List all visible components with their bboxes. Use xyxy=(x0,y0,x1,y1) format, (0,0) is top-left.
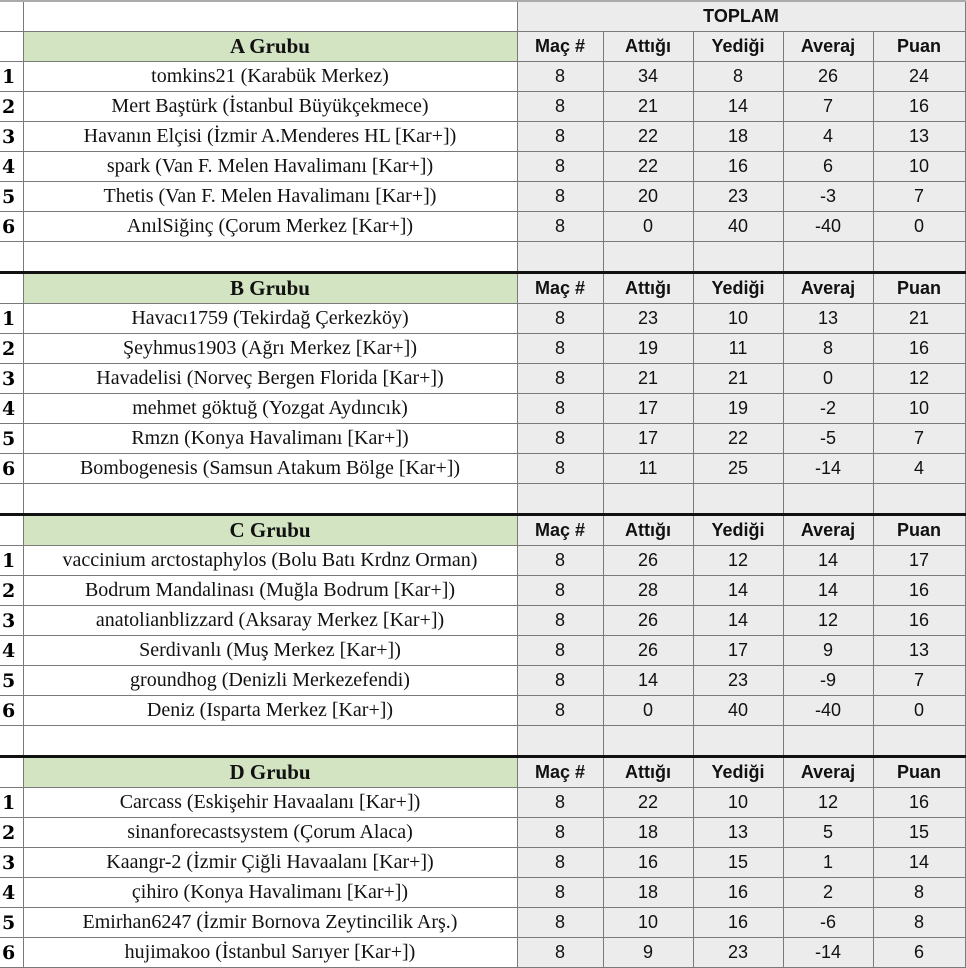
stat-cell: 2 xyxy=(783,878,873,908)
spacer-row xyxy=(0,726,965,757)
rank-number: 4 xyxy=(0,394,23,424)
stat-cell: 21 xyxy=(693,364,783,394)
rank-number: 5 xyxy=(0,424,23,454)
stat-cell: 10 xyxy=(603,908,693,938)
column-header: Maç # xyxy=(517,515,603,546)
stat-cell: 6 xyxy=(873,938,965,968)
table-row xyxy=(0,424,965,454)
stat-cell: 10 xyxy=(693,304,783,334)
stat-cell: 22 xyxy=(603,122,693,152)
rank-number: 4 xyxy=(0,636,23,666)
stat-cell: -40 xyxy=(783,212,873,242)
stat-cell: 22 xyxy=(603,152,693,182)
table-row xyxy=(0,576,965,606)
stat-cell: 40 xyxy=(693,696,783,726)
team-name: Deniz (Isparta Merkez [Kar+]) xyxy=(23,696,517,726)
stat-cell: 23 xyxy=(693,182,783,212)
stat-cell: 8 xyxy=(517,62,603,92)
stat-cell: 18 xyxy=(603,878,693,908)
table-row xyxy=(0,364,965,394)
rank-number: 5 xyxy=(0,666,23,696)
group-header-row xyxy=(0,515,965,546)
team-name: sinanforecastsystem (Çorum Alaca) xyxy=(23,818,517,848)
stat-cell: 23 xyxy=(603,304,693,334)
rank-number: 5 xyxy=(0,182,23,212)
stat-cell: 8 xyxy=(693,62,783,92)
stat-cell: -9 xyxy=(783,666,873,696)
table-row xyxy=(0,152,965,182)
stat-cell: -2 xyxy=(783,394,873,424)
rank-number: 1 xyxy=(0,62,23,92)
column-header: Yediği xyxy=(693,515,783,546)
team-name: Mert Baştürk (İstanbul Büyükçekmece) xyxy=(23,92,517,122)
table-row xyxy=(0,212,965,242)
team-name: AnılSiğinç (Çorum Merkez [Kar+]) xyxy=(23,212,517,242)
rank-number: 2 xyxy=(0,92,23,122)
stat-cell: 8 xyxy=(517,212,603,242)
group-title: C Grubu xyxy=(23,515,517,546)
stat-cell: 7 xyxy=(873,666,965,696)
team-name: Bodrum Mandalinası (Muğla Bodrum [Kar+]) xyxy=(23,576,517,606)
rank-number: 6 xyxy=(0,696,23,726)
spacer-row xyxy=(0,242,965,273)
team-name: Havadelisi (Norveç Bergen Florida [Kar+]) xyxy=(23,364,517,394)
stat-cell: 34 xyxy=(603,62,693,92)
stat-cell: 8 xyxy=(517,424,603,454)
rank-number: 2 xyxy=(0,818,23,848)
column-header: Averaj xyxy=(783,273,873,304)
team-name: Serdivanlı (Muş Merkez [Kar+]) xyxy=(23,636,517,666)
stat-cell: 16 xyxy=(693,908,783,938)
column-header: Puan xyxy=(873,32,965,62)
stat-cell: 8 xyxy=(517,92,603,122)
stat-cell: 21 xyxy=(873,304,965,334)
stat-cell: 18 xyxy=(693,122,783,152)
stat-cell: 23 xyxy=(693,938,783,968)
stat-cell: 10 xyxy=(873,152,965,182)
stat-cell: -14 xyxy=(783,938,873,968)
table-row xyxy=(0,122,965,152)
table-row xyxy=(0,636,965,666)
stat-cell: 8 xyxy=(517,908,603,938)
table-title: TOPLAM xyxy=(517,1,965,32)
stat-cell: 25 xyxy=(693,454,783,484)
stat-cell: 8 xyxy=(517,394,603,424)
column-header: Averaj xyxy=(783,515,873,546)
team-name: Rmzn (Konya Havalimanı [Kar+]) xyxy=(23,424,517,454)
column-header: Attığı xyxy=(603,757,693,788)
stat-cell: 23 xyxy=(693,666,783,696)
stat-cell: 8 xyxy=(873,908,965,938)
column-header: Yediği xyxy=(693,273,783,304)
stat-cell: 16 xyxy=(873,576,965,606)
stat-cell: 11 xyxy=(693,334,783,364)
table-row xyxy=(0,182,965,212)
column-header: Averaj xyxy=(783,757,873,788)
stat-cell: 7 xyxy=(783,92,873,122)
table-row xyxy=(0,938,965,968)
stat-cell: -14 xyxy=(783,454,873,484)
team-name: Şeyhmus1903 (Ağrı Merkez [Kar+]) xyxy=(23,334,517,364)
stat-cell: 19 xyxy=(603,334,693,364)
stat-cell: 8 xyxy=(517,304,603,334)
column-header: Maç # xyxy=(517,32,603,62)
stat-cell: 16 xyxy=(693,152,783,182)
stat-cell: 16 xyxy=(873,606,965,636)
stat-cell: 17 xyxy=(873,546,965,576)
team-name: Havanın Elçisi (İzmir A.Menderes HL [Kar+]) xyxy=(23,122,517,152)
stat-cell: 7 xyxy=(873,424,965,454)
table-row xyxy=(0,818,965,848)
stat-cell: 12 xyxy=(693,546,783,576)
stat-cell: 0 xyxy=(873,696,965,726)
rank-number: 2 xyxy=(0,576,23,606)
column-header: Puan xyxy=(873,273,965,304)
column-header: Attığı xyxy=(603,515,693,546)
stat-cell: 8 xyxy=(517,152,603,182)
stat-cell: 8 xyxy=(517,122,603,152)
team-name: mehmet göktuğ (Yozgat Aydıncık) xyxy=(23,394,517,424)
stat-cell: 8 xyxy=(517,848,603,878)
rank-number: 6 xyxy=(0,212,23,242)
stat-cell: 0 xyxy=(873,212,965,242)
stat-cell: 8 xyxy=(517,334,603,364)
rank-number: 6 xyxy=(0,454,23,484)
stat-cell: 13 xyxy=(873,122,965,152)
stat-cell: 16 xyxy=(603,848,693,878)
rank-number: 1 xyxy=(0,304,23,334)
stat-cell: 8 xyxy=(517,788,603,818)
team-name: çihiro (Konya Havalimanı [Kar+]) xyxy=(23,878,517,908)
column-header: Puan xyxy=(873,757,965,788)
column-header: Puan xyxy=(873,515,965,546)
stat-cell: 0 xyxy=(603,696,693,726)
stat-cell: 17 xyxy=(603,424,693,454)
rank-number: 3 xyxy=(0,364,23,394)
table-row xyxy=(0,606,965,636)
stat-cell: 4 xyxy=(873,454,965,484)
stat-cell: 22 xyxy=(693,424,783,454)
stat-cell: 12 xyxy=(783,606,873,636)
stat-cell: 40 xyxy=(693,212,783,242)
stat-cell: -6 xyxy=(783,908,873,938)
spacer-row xyxy=(0,484,965,515)
stat-cell: 21 xyxy=(603,364,693,394)
stat-cell: 16 xyxy=(873,334,965,364)
column-header: Attığı xyxy=(603,273,693,304)
stat-cell: 15 xyxy=(873,818,965,848)
stat-cell: 6 xyxy=(783,152,873,182)
stat-cell: 26 xyxy=(603,636,693,666)
table-row xyxy=(0,454,965,484)
team-name: Bombogenesis (Samsun Atakum Bölge [Kar+]) xyxy=(23,454,517,484)
stat-cell: 10 xyxy=(873,394,965,424)
stat-cell: 8 xyxy=(517,938,603,968)
stat-cell: 8 xyxy=(517,364,603,394)
title-row xyxy=(0,1,965,32)
table-row xyxy=(0,878,965,908)
table-row xyxy=(0,696,965,726)
stat-cell: -3 xyxy=(783,182,873,212)
table-row xyxy=(0,394,965,424)
rank-number: 5 xyxy=(0,908,23,938)
stat-cell: 12 xyxy=(873,364,965,394)
stat-cell: 13 xyxy=(783,304,873,334)
stat-cell: 14 xyxy=(693,92,783,122)
column-header: Averaj xyxy=(783,32,873,62)
stat-cell: 1 xyxy=(783,848,873,878)
table-row xyxy=(0,546,965,576)
stat-cell: 13 xyxy=(693,818,783,848)
group-header-row xyxy=(0,273,965,304)
column-header: Yediği xyxy=(693,757,783,788)
stat-cell: 9 xyxy=(783,636,873,666)
team-name: anatolianblizzard (Aksaray Merkez [Kar+]) xyxy=(23,606,517,636)
stat-cell: 17 xyxy=(603,394,693,424)
stat-cell: 14 xyxy=(783,576,873,606)
stat-cell: 20 xyxy=(603,182,693,212)
stat-cell: 14 xyxy=(693,576,783,606)
rank-number: 6 xyxy=(0,938,23,968)
stat-cell: 11 xyxy=(603,454,693,484)
team-name: spark (Van F. Melen Havalimanı [Kar+]) xyxy=(23,152,517,182)
rank-number: 2 xyxy=(0,334,23,364)
team-name: hujimakoo (İstanbul Sarıyer [Kar+]) xyxy=(23,938,517,968)
stat-cell: 14 xyxy=(873,848,965,878)
column-header: Maç # xyxy=(517,273,603,304)
stat-cell: 14 xyxy=(693,606,783,636)
team-name: Thetis (Van F. Melen Havalimanı [Kar+]) xyxy=(23,182,517,212)
stat-cell: 8 xyxy=(873,878,965,908)
table-row xyxy=(0,334,965,364)
stat-cell: 21 xyxy=(603,92,693,122)
column-header: Yediği xyxy=(693,32,783,62)
stat-cell: 22 xyxy=(603,788,693,818)
stat-cell: 19 xyxy=(693,394,783,424)
stat-cell: 26 xyxy=(603,546,693,576)
stat-cell: 8 xyxy=(517,636,603,666)
rank-number: 3 xyxy=(0,848,23,878)
stat-cell: 8 xyxy=(517,454,603,484)
stat-cell: 24 xyxy=(873,62,965,92)
stat-cell: 9 xyxy=(603,938,693,968)
rank-number: 1 xyxy=(0,788,23,818)
stat-cell: 8 xyxy=(517,182,603,212)
stat-cell: 8 xyxy=(517,606,603,636)
stat-cell: 26 xyxy=(603,606,693,636)
stat-cell: 14 xyxy=(783,546,873,576)
stat-cell: 16 xyxy=(873,788,965,818)
stat-cell: 0 xyxy=(603,212,693,242)
stat-cell: -5 xyxy=(783,424,873,454)
stat-cell: 0 xyxy=(783,364,873,394)
stat-cell: -40 xyxy=(783,696,873,726)
stat-cell: 16 xyxy=(693,878,783,908)
stat-cell: 13 xyxy=(873,636,965,666)
stat-cell: 17 xyxy=(693,636,783,666)
group-header-row xyxy=(0,757,965,788)
stat-cell: 10 xyxy=(693,788,783,818)
stat-cell: 16 xyxy=(873,92,965,122)
team-name: Havacı1759 (Tekirdağ Çerkezköy) xyxy=(23,304,517,334)
team-name: Kaangr-2 (İzmir Çiğli Havaalanı [Kar+]) xyxy=(23,848,517,878)
stat-cell: 8 xyxy=(517,878,603,908)
stat-cell: 15 xyxy=(693,848,783,878)
rank-number: 3 xyxy=(0,122,23,152)
group-title: B Grubu xyxy=(23,273,517,304)
stat-cell: 8 xyxy=(517,696,603,726)
stat-cell: 18 xyxy=(603,818,693,848)
stat-cell: 7 xyxy=(873,182,965,212)
team-name: vaccinium arctostaphylos (Bolu Batı Krdnz Orman) xyxy=(23,546,517,576)
table-row xyxy=(0,62,965,92)
stat-cell: 4 xyxy=(783,122,873,152)
group-title: A Grubu xyxy=(23,32,517,62)
rank-number: 3 xyxy=(0,606,23,636)
stat-cell: 12 xyxy=(783,788,873,818)
column-header: Maç # xyxy=(517,757,603,788)
team-name: groundhog (Denizli Merkezefendi) xyxy=(23,666,517,696)
rank-number: 4 xyxy=(0,878,23,908)
rank-number: 1 xyxy=(0,546,23,576)
table-row xyxy=(0,908,965,938)
rank-number: 4 xyxy=(0,152,23,182)
team-name: tomkins21 (Karabük Merkez) xyxy=(23,62,517,92)
group-header-row xyxy=(0,32,965,62)
group-title: D Grubu xyxy=(23,757,517,788)
stat-cell: 8 xyxy=(517,576,603,606)
team-name: Emirhan6247 (İzmir Bornova Zeytincilik Arş.) xyxy=(23,908,517,938)
table-row xyxy=(0,848,965,878)
table-row xyxy=(0,788,965,818)
stat-cell: 14 xyxy=(603,666,693,696)
stat-cell: 5 xyxy=(783,818,873,848)
stat-cell: 8 xyxy=(517,818,603,848)
stat-cell: 8 xyxy=(783,334,873,364)
team-name: Carcass (Eskişehir Havaalanı [Kar+]) xyxy=(23,788,517,818)
stat-cell: 28 xyxy=(603,576,693,606)
stat-cell: 8 xyxy=(517,546,603,576)
stat-cell: 8 xyxy=(517,666,603,696)
table-row xyxy=(0,304,965,334)
table-row xyxy=(0,666,965,696)
column-header: Attığı xyxy=(603,32,693,62)
table-row xyxy=(0,92,965,122)
stat-cell: 26 xyxy=(783,62,873,92)
